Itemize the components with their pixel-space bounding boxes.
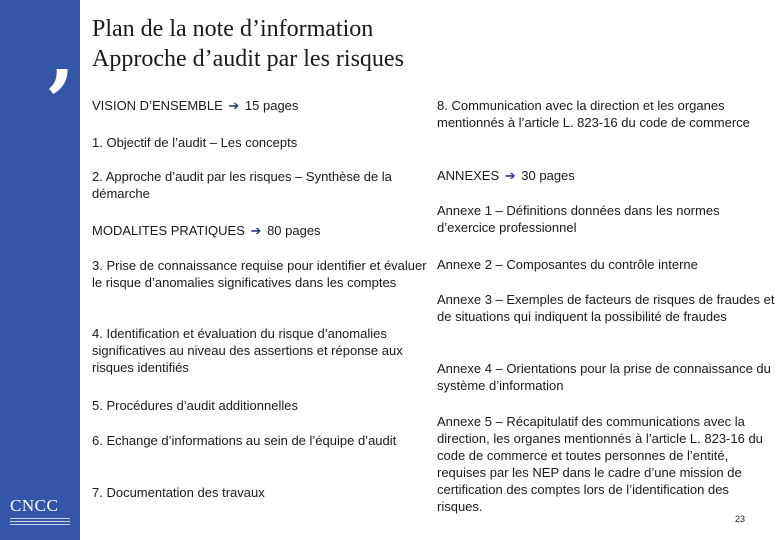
right-arrow-icon: ➔ xyxy=(504,168,516,183)
right-arrow-icon: ➔ xyxy=(228,98,240,113)
annexe-2: Annexe 2 – Composantes du contrôle interne xyxy=(437,257,698,272)
right-arrow-icon: ➔ xyxy=(250,223,262,238)
plan-item-5: 5. Procédures d’audit additionnelles xyxy=(92,398,298,413)
plan-item-2: 2. Approche d’audit par les risques – Synthèse de la démarche xyxy=(92,169,392,201)
plan-item-3: 3. Prise de connaissance requise pour identifier et évaluer le risque d’anomalies significatives dans les comptes xyxy=(92,258,427,290)
logo-subtext-lines xyxy=(10,518,70,532)
annexe-1: Annexe 1 – Définitions données dans les normes d’exercice professionnel xyxy=(437,203,720,235)
annexe-5: Annexe 5 – Récapitulatif des communications avec la direction, les organes mentionnés à l’article L. 823-16 du code de commerce et toutes personnes de l’entité, requises par les NEP dans le cadre d’une mission de certification des comptes lors de l’identification des risques. xyxy=(437,414,763,514)
logo-text: CNCC xyxy=(10,496,59,515)
cncc-logo xyxy=(10,496,74,532)
section-vision xyxy=(92,97,430,114)
plan-item-4: 4. Identification et évaluation du risque d’anomalies significatives au niveau des assertions et réponse aux risques identifiés xyxy=(92,326,403,375)
annexe-3: Annexe 3 – Exemples de facteurs de risques de fraudes et de situations qui indiquent la possibilité de fraudes xyxy=(437,292,775,324)
quote-mark-icon: , xyxy=(48,9,76,100)
vision-pages: 15 pages xyxy=(244,98,299,113)
section-modalites xyxy=(92,222,430,239)
annexes-pages: 30 pages xyxy=(521,168,575,183)
plan-item-7: 7. Documentation des travaux xyxy=(92,485,265,500)
title-line-1: Plan de la note d’information xyxy=(92,16,374,42)
vision-label: VISION D’ENSEMBLE xyxy=(92,98,223,113)
plan-item-1: 1. Objectif de l’audit – Les concepts xyxy=(92,135,298,150)
annexe-4: Annexe 4 – Orientations pour la prise de connaissance du système d’information xyxy=(437,361,771,393)
page-number: 23 xyxy=(735,514,746,524)
plan-item-6: 6. Echange d’informations au sein de l’équipe d’audit xyxy=(92,433,397,448)
plan-item-8: 8. Communication avec la direction et les organes mentionnés à l’article L. 823-16 du code de commerce xyxy=(437,98,750,130)
modalites-pages: 80 pages xyxy=(267,223,321,238)
title-line-2: Approche d’audit par les risques xyxy=(92,46,404,72)
section-annexes xyxy=(437,167,777,184)
modalites-label: MODALITES PRATIQUES xyxy=(92,223,245,238)
slide-title xyxy=(92,14,692,74)
sidebar xyxy=(0,0,80,540)
annexes-label: ANNEXES xyxy=(437,168,500,183)
